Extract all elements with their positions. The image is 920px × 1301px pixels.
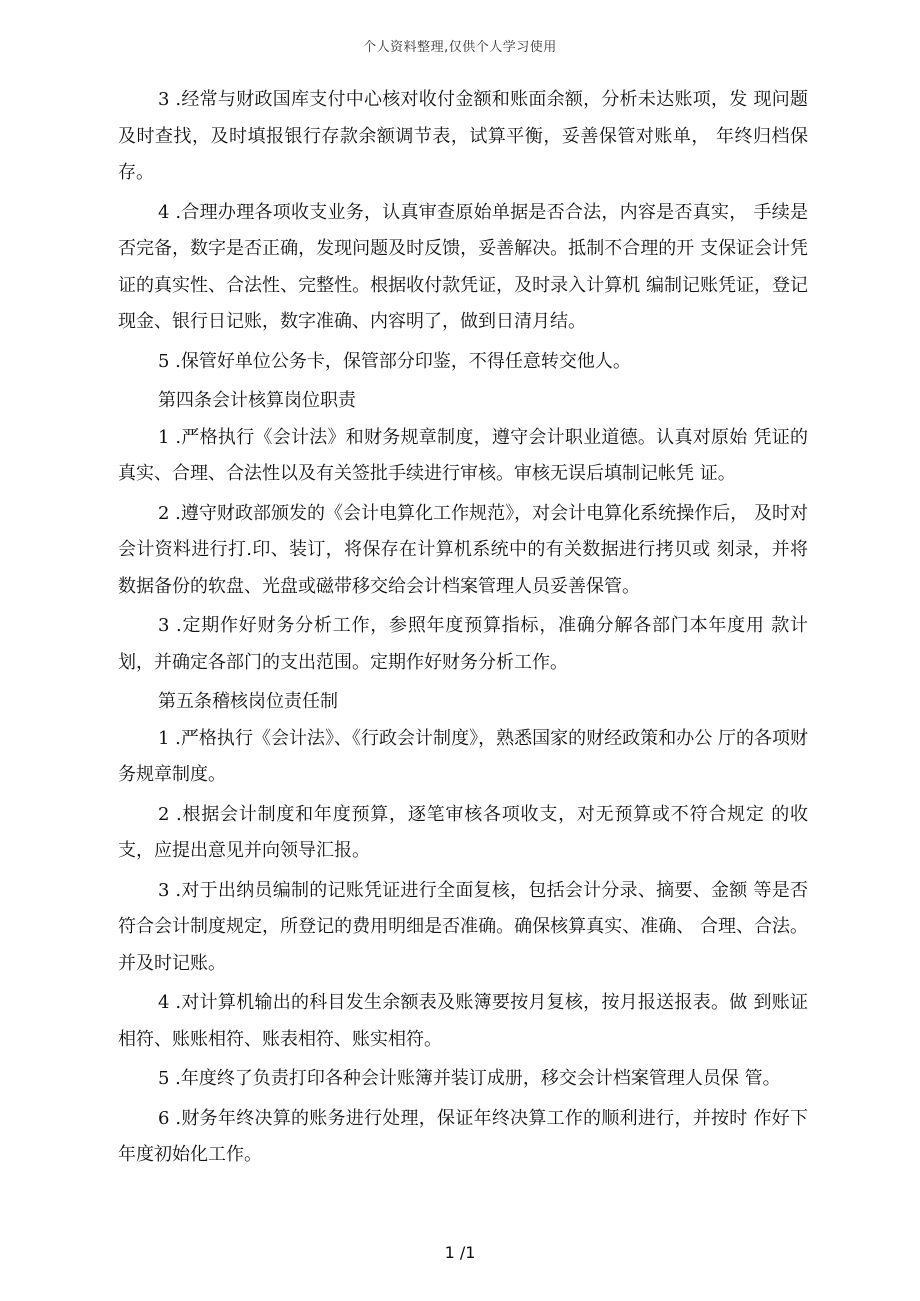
document-body <box>118 82 808 1174</box>
paragraph-audit-3: 3 .对于出纳员编制的记账凭证进行全面复核，包括会计分录、摘要、金额 等是否符合会计制度规定，所登记的费用明细是否准确。确保核算真实、准确、 合理、合法。并及时记账。 <box>118 879 808 974</box>
paragraph-audit-5: 5 .年度终了负责打印各种会计账簿并装订成册，移交会计档案管理人员保 管。 <box>158 1068 781 1089</box>
paragraph-audit-6: 6 .财务年终决算的账务进行处理，保证年终决算工作的顺利进行，并按时 作好下年度初始化工作。 <box>118 1107 808 1165</box>
paragraph-accounting-1: 1 .严格执行《会计法》和财务规章制度，遵守会计职业道德。认真对原始 凭证的真实、合理、合法性以及有关签批手续进行审核。审核无误后填制记帐凭 证。 <box>118 426 808 484</box>
section-heading-article-5: 第五条稽核岗位责任制 <box>158 691 338 712</box>
paragraph-audit-2: 2 .根据会计制度和年度预算，逐笔审核各项收支，对无预算或不符合规定 的收支，应提出意见并向领导汇报。 <box>118 803 808 861</box>
page-number: 1 /1 <box>444 1243 476 1262</box>
paragraph-cashier-4: 4 .合理办理各项收支业务，认真审查原始单据是否合法，内容是否真实， 手续是否完备，数字是否正确，发现问题及时反馈，妥善解决。抵制不合理的开 支保证会计凭证的真实性、合法性、完整性。根据收付款凭证，及时录入计算机 编制记账凭证，登记现金、银行日记账，数字准确、内容明了，做到日清月结。 <box>118 201 808 332</box>
paragraph-audit-4: 4 .对计算机输出的科目发生余额表及账簿要按月复核，按月报送报表。做 到账证相符、账账相符、账表相符、账实相符。 <box>118 992 808 1050</box>
paragraph-accounting-2: 2 .遵守财政部颁发的《会计电算化工作规范》，对会计电算化系统操作后， 及时对会计资料进行打.印、装订，将保存在计算机系统中的有关数据进行拷贝或 刻录，并将数据备份的软盘、光盘或磁带移交给会计档案管理人员妥善保管。 <box>118 502 808 597</box>
section-heading-article-4: 第四条会计核算岗位职责 <box>158 390 356 411</box>
paragraph-cashier-5: 5 .保管好单位公务卡，保管部分印鉴，不得任意转交他人。 <box>158 350 631 372</box>
paragraph-audit-1: 1 .严格执行《会计法》、《行政会计制度》，熟悉国家的财经政策和办公 厅的各项财务规章制度。 <box>118 727 808 785</box>
paragraph-accounting-3: 3 .定期作好财务分析工作，参照年度预算指标，准确分解各部门本年度用 款计划，并确定各部门的支出范围。定期作好财务分析工作。 <box>118 615 808 673</box>
paragraph-cashier-3: 3 .经常与财政国库支付中心核对收付金额和账面余额，分析未达账项，发 现问题及时查找，及时填报银行存款余额调节表，试算平衡，妥善保管对账单， 年终归档保存。 <box>118 89 808 183</box>
page-header: 个人资料整理,仅供个人学习使用 <box>363 40 557 55</box>
